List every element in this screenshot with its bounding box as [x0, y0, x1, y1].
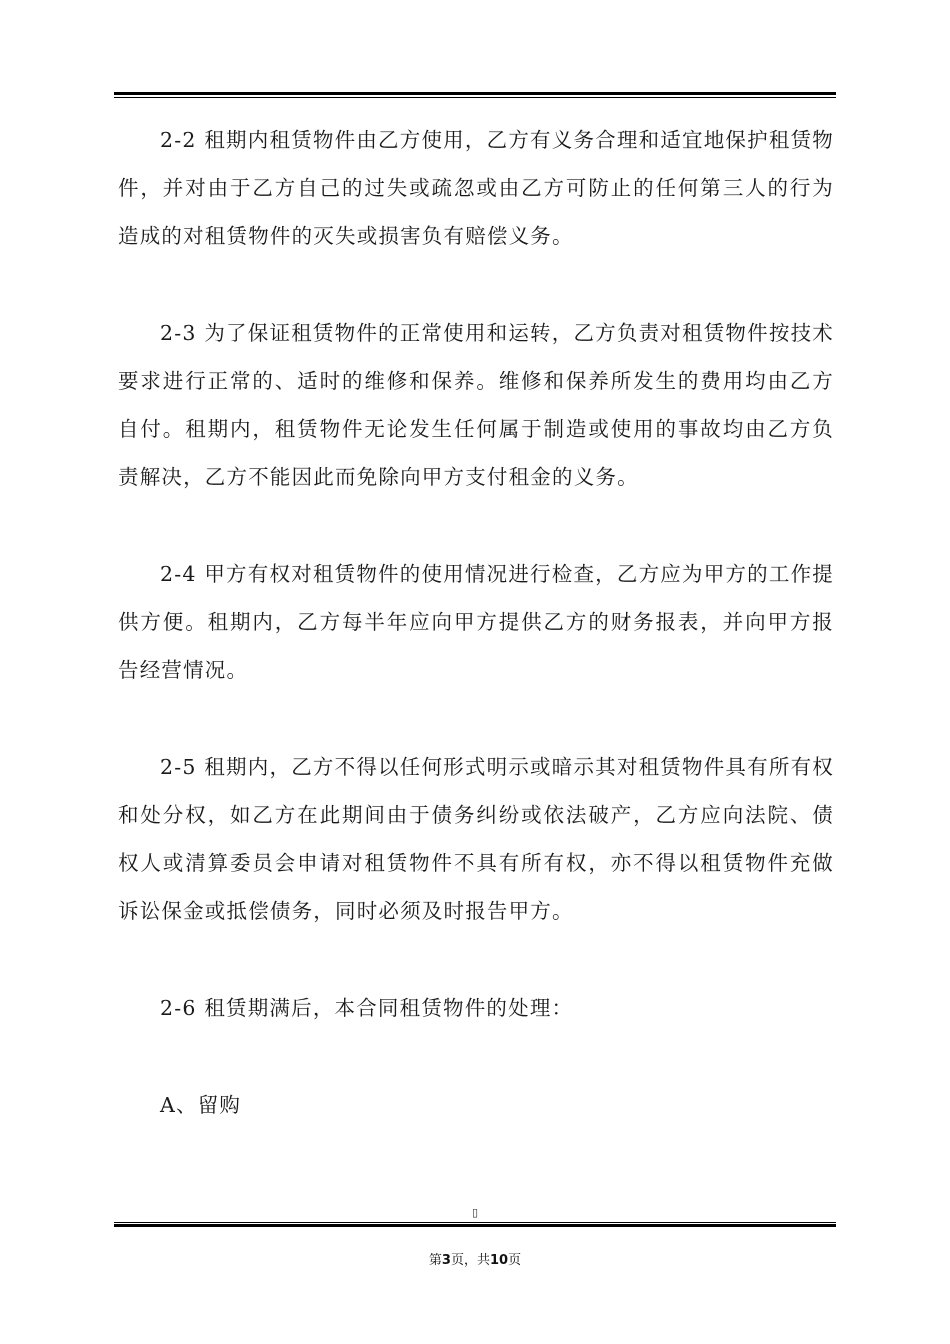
paragraph-2-6: 2-6 租赁期满后，本合同租赁物件的处理：	[160, 996, 574, 1020]
paragraph-2-5: 2-5 租期内，乙方不得以任何形式明示或暗示其对租赁物件具有所有权和处分权，如乙方在此期间由于债务纠纷或依法破产，乙方应向法院、债权人或清算委员会申请对租赁物件不具有所有权，亦不得以租赁物件充做诉讼保金或抵偿债务，同时必须及时报告甲方。	[118, 755, 834, 923]
footer-rule-thick	[114, 1224, 836, 1227]
paragraph-2-3: 2-3 为了保证租赁物件的正常使用和运转，乙方负责对租赁物件按技术要求进行正常的、适时的维修和保养。维修和保养所发生的费用均由乙方自付。租期内，租赁物件无论发生任何属于制造或使用的事故均由乙方负责解决，乙方不能因此而免除向甲方支付租金的义务。	[118, 321, 834, 489]
page-suffix: 页	[508, 1253, 522, 1268]
document-body	[118, 116, 834, 1178]
footer-rule-thin	[114, 1222, 836, 1223]
footer-rule	[114, 1222, 836, 1228]
footer-placeholder-glyph: ▯	[471, 1206, 479, 1219]
page-total: 10	[489, 1253, 509, 1268]
header-rule-thin	[114, 97, 836, 98]
paragraph-2-4: 2-4 甲方有权对租赁物件的使用情况进行检查，乙方应为甲方的工作提供方便。租期内，乙方每半年应向甲方提供乙方的财务报表，并向甲方报告经营情况。	[118, 562, 834, 682]
header-rule	[114, 92, 836, 98]
page-current: 3	[441, 1253, 451, 1268]
paragraph-2-2: 2-2 租期内租赁物件由乙方使用，乙方有义务合理和适宜地保护租赁物件，并对由于乙方自己的过失或疏忽或由乙方可防止的任何第三人的行为造成的对租赁物件的灭失或损害负有赔偿义务。	[118, 128, 834, 248]
page-prefix: 第	[428, 1253, 442, 1268]
paragraph-option-a: A、留购	[160, 1093, 242, 1117]
page-middle: 页，共	[450, 1253, 490, 1268]
page-number	[0, 1249, 950, 1268]
header-rule-thick	[114, 92, 836, 95]
